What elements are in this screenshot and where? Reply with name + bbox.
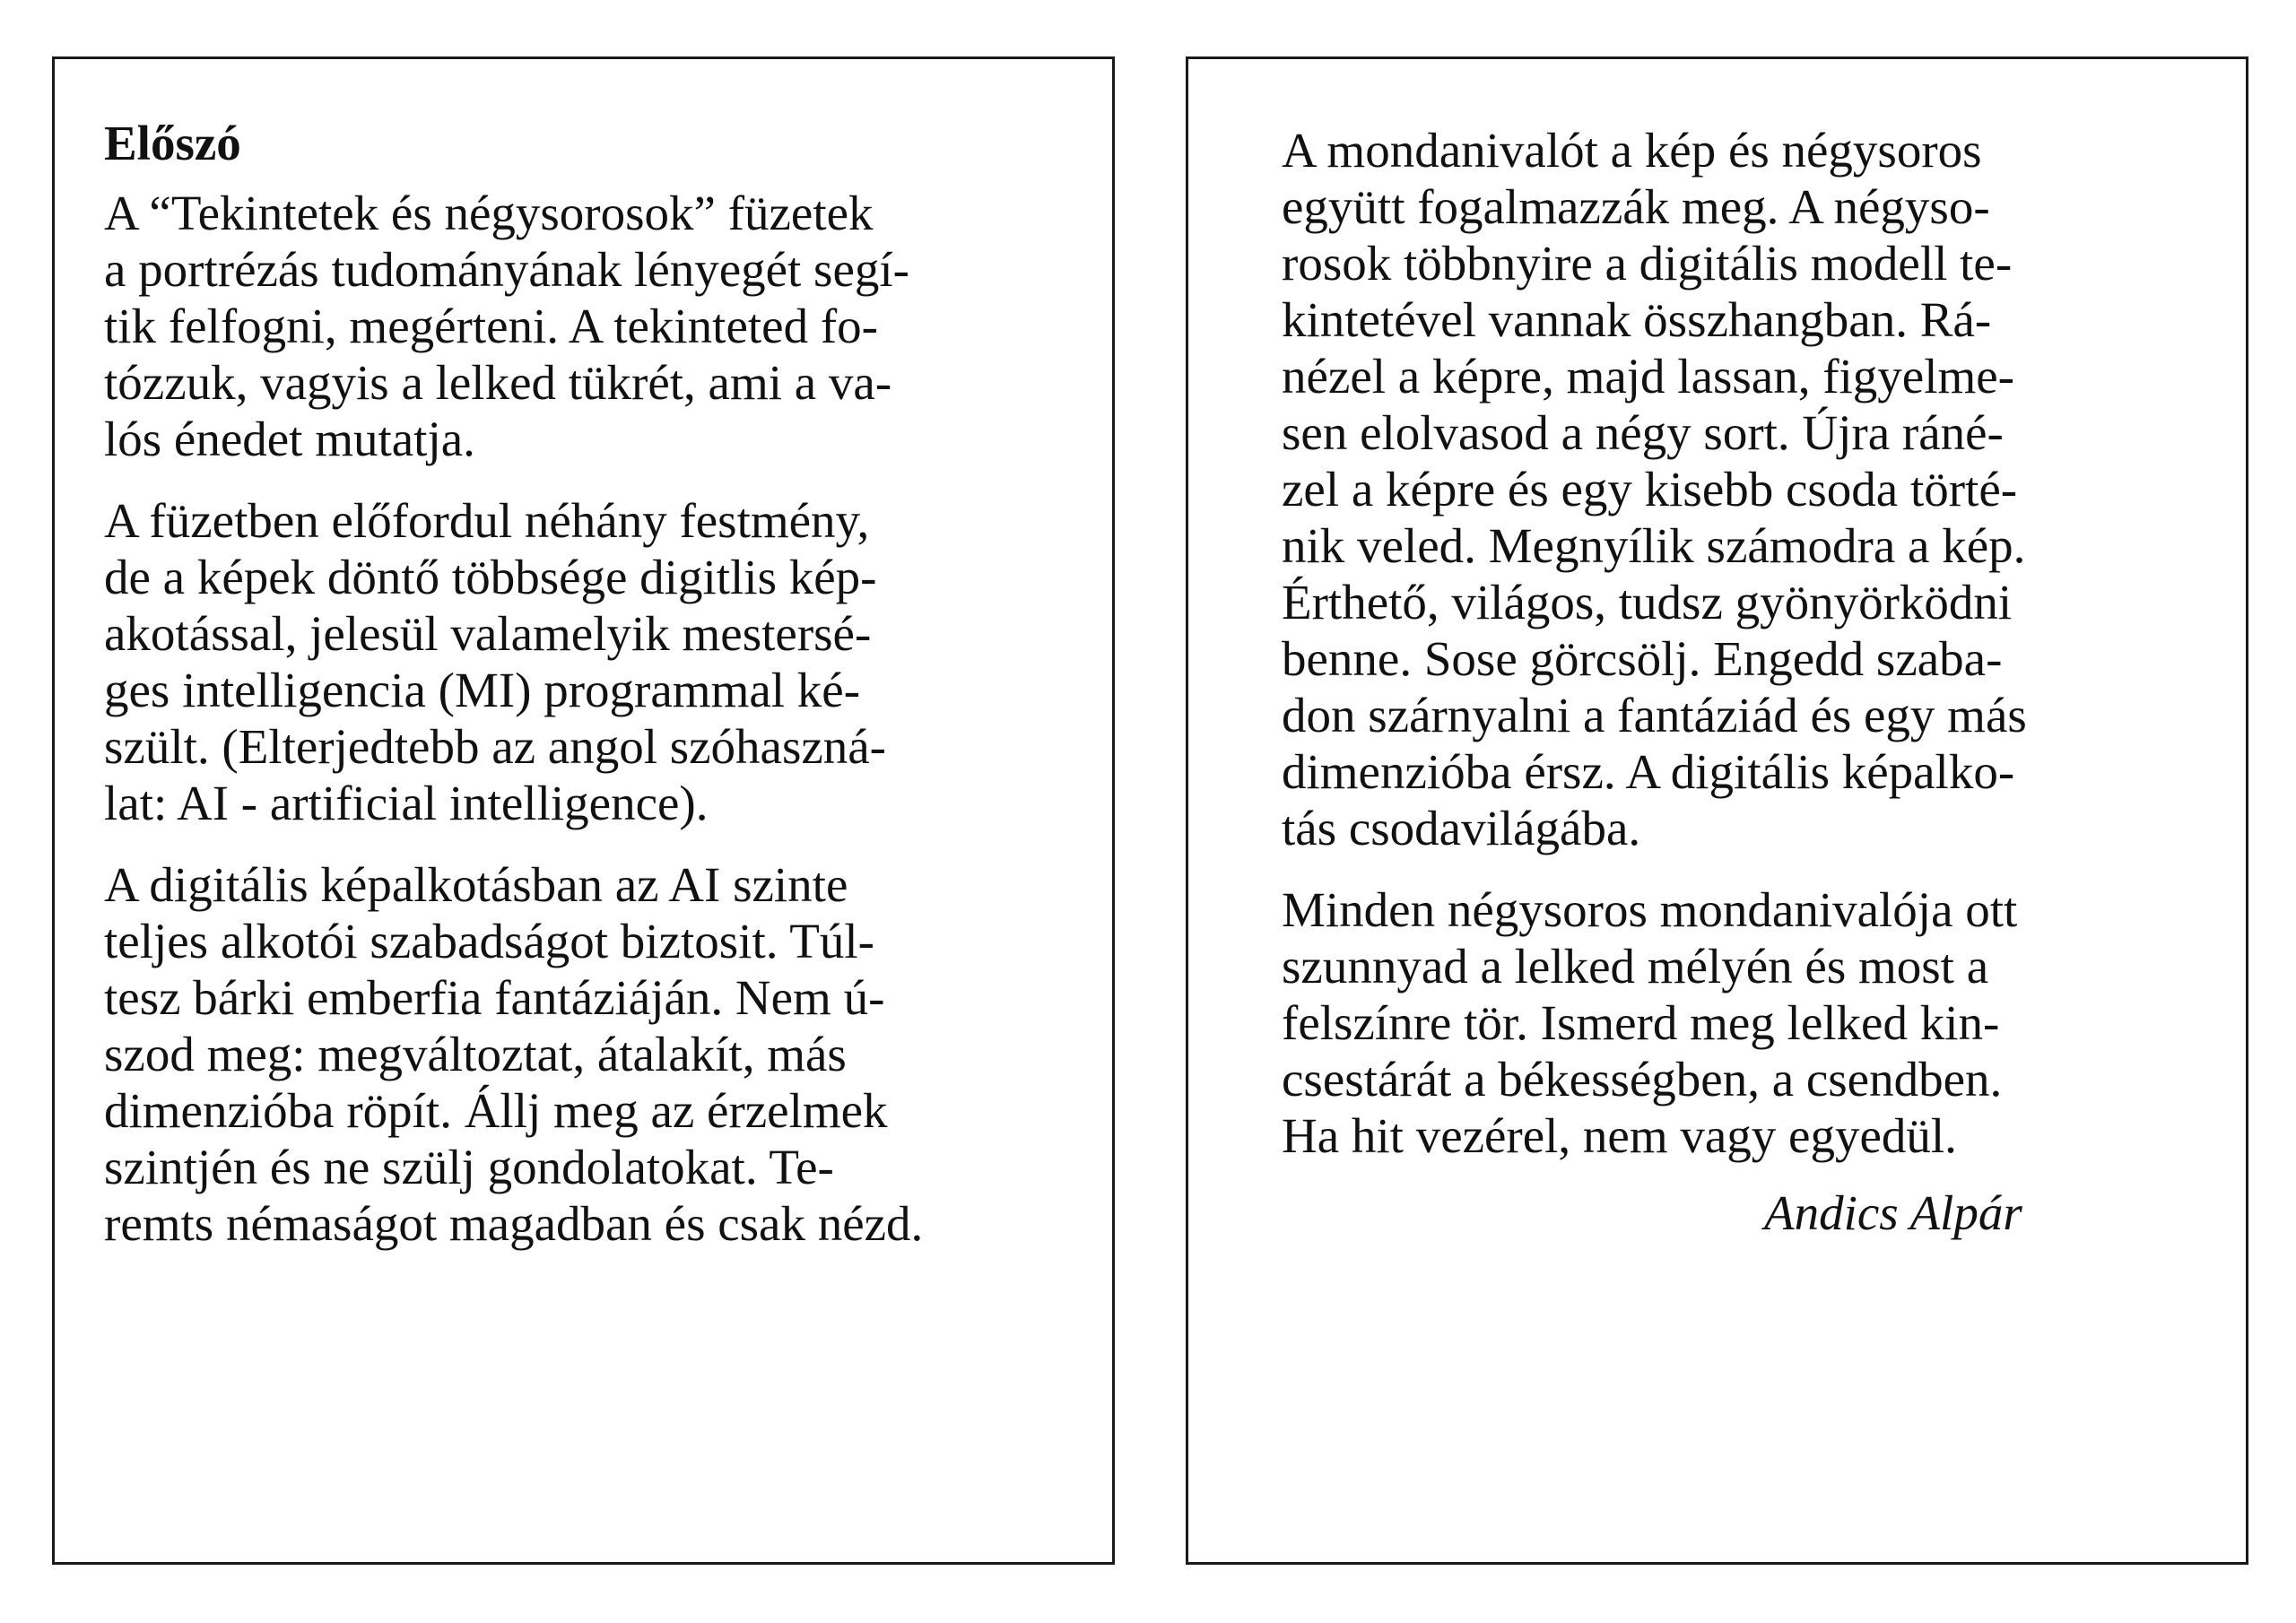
text-line: nik veled. Megnyílik számodra a kép.: [1282, 518, 2026, 573]
text-line: szült. (Elterjedtebb az angol szóhaszná-: [104, 719, 886, 774]
text-line: akotással, jelesül valamelyik mestersé-: [104, 606, 872, 661]
text-line: a portrézás tudományának lényegét segí-: [104, 242, 909, 297]
text-line: dimenzióba röpít. Állj meg az érzelmek: [104, 1083, 888, 1138]
text-line: szunnyad a lelked mélyén és most a: [1282, 939, 1989, 994]
text-line: tesz bárki emberfia fantáziáján. Nem ú-: [104, 970, 885, 1025]
text-line: szod meg: megváltoztat, átalakít, más: [104, 1027, 847, 1081]
text-line: A füzetben előfordul néhány festmény,: [104, 493, 870, 548]
text-line: remts némaságot magadban és csak nézd.: [104, 1196, 924, 1251]
text-line: sen elolvasod a négy sort. Újra ráné-: [1282, 405, 2004, 460]
text-line: tik felfogni, megérteni. A tekinteted fo-: [104, 299, 878, 353]
text-line: A “Tekintetek és négysorosok” füzetek: [104, 186, 874, 240]
text-line: A mondanivalót a kép és négysoros: [1282, 123, 1982, 178]
text-line: együtt fogalmazzák meg. A négyso-: [1282, 179, 1990, 234]
text-line: Minden négysoros mondanivalója ott: [1282, 882, 2018, 937]
text-line: csestárát a békességben, a csendben.: [1282, 1052, 2003, 1107]
text-line: zel a képre és egy kisebb csoda törté-: [1282, 462, 2018, 516]
text-line: lós énedet mutatja.: [104, 412, 475, 466]
text-line: benne. Sose görcsölj. Engedd szaba-: [1282, 631, 2003, 686]
text-line: nézel a képre, majd lassan, figyelme-: [1282, 349, 2014, 404]
text-line: szintjén és ne szülj gondolatokat. Te-: [104, 1140, 834, 1194]
text-line: don szárnyalni a fantáziád és egy más: [1282, 688, 2027, 742]
text-line: ges intelligencia (MI) programmal ké-: [104, 663, 861, 717]
left-page: [52, 56, 1115, 1565]
text-line: teljes alkotói szabadságot biztosit. Túl-: [104, 914, 874, 968]
text-line: de a képek döntő többsége digitlis kép-: [104, 550, 877, 604]
section-heading: Előszó: [104, 116, 241, 170]
text-line: Ha hit vezérel, nem vagy egyedül.: [1282, 1108, 1957, 1163]
text-line: lat: AI - artificial intelligence).: [104, 776, 709, 830]
text-line: felszínre tör. Ismerd meg lelked kin-: [1282, 995, 2000, 1050]
text-line: kintetével vannak összhangban. Rá-: [1282, 292, 1992, 347]
author-signature: Andics Alpár: [1764, 1185, 2022, 1240]
text-line: dimenzióba érsz. A digitális képalko-: [1282, 744, 2015, 799]
right-page: [1186, 56, 2248, 1565]
text-line: Érthető, világos, tudsz gyönyörködni: [1282, 575, 2013, 629]
text-line: A digitális képalkotásban az AI szinte: [104, 857, 848, 912]
text-line: tózzuk, vagyis a lelked tükrét, ami a va-: [104, 355, 892, 410]
text-line: tás csodavilágába.: [1282, 801, 1641, 855]
text-line: rosok többnyire a digitális modell te-: [1282, 236, 2013, 291]
